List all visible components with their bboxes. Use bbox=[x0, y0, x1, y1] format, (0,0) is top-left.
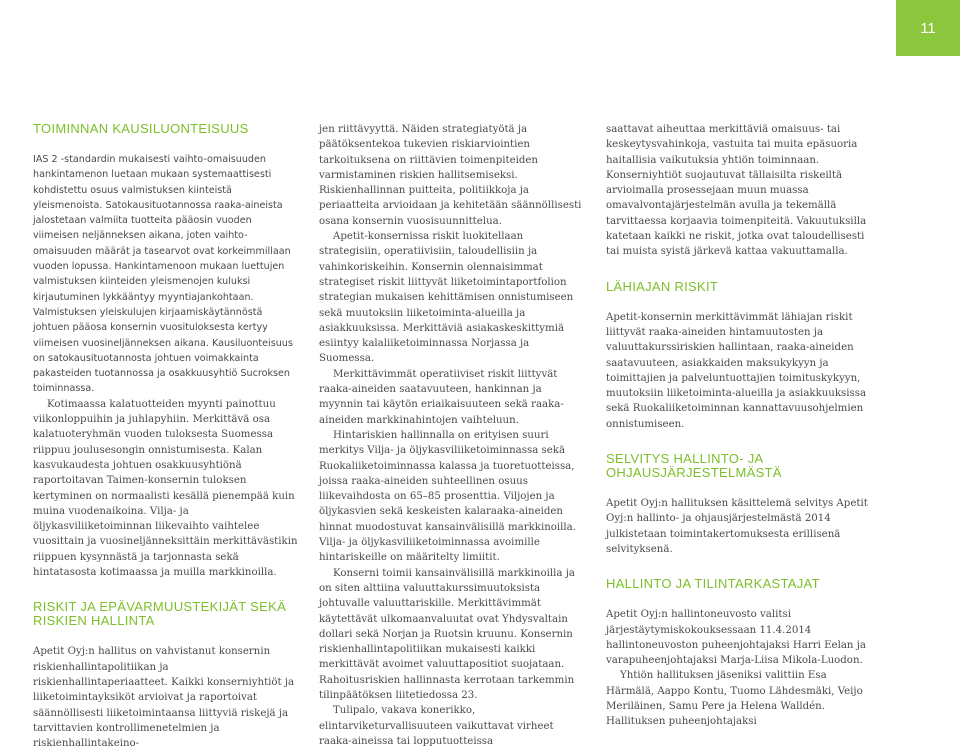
page-number-badge: 11 bbox=[896, 0, 960, 56]
paragraph: Merkittävimmät operatiiviset riskit liittyvät raaka-aineiden saatavuuteen, hankinnan ja myynnin tai käytön eriaikaisuuteen sekä raaka-aineiden markkinahintojen vaihteluun. bbox=[319, 368, 564, 426]
paragraph: saattavat aiheuttaa merkittäviä omaisuus- tai keskeytysvahinkoja, vastuita tai muita epäsuoria haitallisia vaikutuksia yhtiön toiminnaan. Konserniyhtiöt suojautuvat tällaisilta riskeiltä arvioimalla prosessejaan muun muassa omavalvontajärjestelmän avulla ja tekemällä tarvittaessa korjaavia toimenpiteitä. Vakuutuksilla katetaan kaikki ne riskit, jotka ovat taloudellisesti tai muista syistä järkevä kattaa vakuuttamalla. bbox=[606, 124, 867, 258]
paragraph: Tulipalo, vakava konerikko, elintarviketurvallisuuteen vaikuttavat virheet raaka-aineissa tai lopputuotteissa bbox=[319, 705, 554, 747]
heading-seasonality: TOIMINNAN KAUSILUONTEISUUS bbox=[33, 121, 249, 136]
paragraph: Yhtiön hallituksen jäseniksi valittiin Esa Härmälä, Aappo Kontu, Tuomo Lähdesmäki, Veijo Meriläinen, Samu Pere ja Helena Walldén. Hallituksen puheenjohtajaksi bbox=[606, 670, 863, 728]
paragraph: Apetit Oyj:n hallituksen käsittelemä selvitys Apetit Oyj:n hallinto- ja ohjausjärjestelmästä 2014 julkistetaan toimintakertomuksesta erillisenä selvityksenä. bbox=[606, 498, 868, 555]
paragraph: Apetit Oyj:n hallintoneuvosto valitsi järjestäytymiskokouksessaan 11.4.2014 hallintoneuvoston puheenjohtajaksi Harri Eelan ja varapuheenjohtajaksi Marja-Liisa Mikola-Luodon. bbox=[606, 609, 866, 667]
heading-near-term-risks: LÄHIAJAN RISKIT bbox=[606, 278, 719, 294]
heading-administration-auditors: HALLINTO JA TILINTARKASTAJAT bbox=[606, 576, 820, 592]
heading-risks: RISKIT JA EPÄVARMUUSTEKIJÄT SEKÄ RISKIEN HALLINTA bbox=[33, 599, 287, 629]
paragraph: IAS 2 -standardin mukaisesti vaihto-omaisuuden hankintamenon luetaan mukaan systemaattisesti kohdistettu osuus valmistuksen kiinteistä yleismenoista. Satokausituotannossa raaka-aineista jalostetaan valmiita tuotteita pääosin vuoden viimeisen neljänneksen aikana, joten vaihto-omaisuuden määrät ja tasearvot ovat korkeimmillaan vuoden lopussa. Hankintamenoon mukaan luettujen valmistuksen kiinteiden yleismenojen kuluksi kirjautuminen lykkääntyy myyntiajankohtaan. Valmistuksen yleiskulujen kirjaamiskäytännöstä johtuen pääosa konsernin vuosituloksesta kertyy viimeisen vuosineljänneksen aikana. Kausiluonteisuus on satokausituotannosta johtuen voimakkainta pakasteiden tuotannossa ja osakkuusyhtiö Sucroksen toiminnassa. bbox=[33, 154, 293, 395]
paragraph: Hintariskien hallinnalla on erityisen suuri merkitys Vilja- ja öljykasviliiketoiminnassa sekä Ruokaliiketoiminnassa kalassa ja tuoretuotteissa, joissa raaka-aineiden suhteellinen osuus liikevaihdosta on 65–85 prosenttia. Viljojen ja öljykasvien sekä keskeisten kalaraaka-aineiden hinnat muodostuvat kansainvälisillä markkinoilla. Vilja- ja öljykasviliiketoiminnassa avoimille hintariskeille on määritelty limiitit. bbox=[319, 429, 576, 564]
paragraph: Apetit-konsernissa riskit luokitellaan strategisiin, operatiivisiin, taloudellisiin ja vahinkoriskeihin. Konsernin olennaisimmat strategiset riskit liittyvät liiketoimintaportfolion strategian mukaisen kehittämisen onnistumiseen sekä muutoksiin liiketoiminta-alueilla ja asiakkuuksissa. Merkittäviä asiakaskeskittymiä esiintyy kalaliiketoiminnassa Norjassa ja Suomessa. bbox=[319, 231, 574, 365]
paragraph: Kotimaassa kalatuotteiden myynti painottuu viikonloppuihin ja juhlapyhiin. Merkittävä osa kalatuoteryhmän vuoden tuloksesta Suomessa riippuu joulusesongin onnistumisesta. Kalan kasvukaudesta johtuen osakkuusyhtiönä raportoitavan Taimen-konsernin tuloksen kertyminen on normaalisti kesällä pienempää kuin muina vuodenaikoina. Vilja- ja öljykasviliiketoiminnan liikevaihto vaihtelee vuosittain ja vuosineljänneksittäin merkittävästikin riippuen kysynnästä ja tarjonnasta sekä hintatasosta kotimaassa ja muilla markkinoilla. bbox=[33, 398, 298, 579]
column-2 bbox=[319, 122, 587, 747]
column-1 bbox=[33, 121, 299, 750]
paragraph: jen riittävyyttä. Näiden strategiatyötä ja päätöksentekoa tukevien riskiarviointien tarkoituksena on riittävien toimenpiteiden varmistaminen riskien hallitsemiseksi. Riskienhallinnan puitteita, politiikkoja ja periaatteita arvioidaan ja kehitetään säännöllisesti osana konsernin vuosisuunnittelua. bbox=[319, 124, 582, 227]
heading-governance-statement: SELVITYS HALLINTO- JA OHJAUSJÄRJESTELMÄSTÄ bbox=[606, 451, 782, 481]
paragraph: Apetit-konsernin merkittävimmät lähiajan riskit liittyvät raaka-aineiden hintamuutosten ja valuuttakurssiriskien hallintaan, raaka-aineiden saatavuuteen, asiakkaiden maksukykyyn ja toimittajien ja palveluntuottajien toimituskykyyn, muutoksiin liiketoiminta-alueilla ja asiakkuuksissa sekä Ruokaliiketoiminnan kannattavuusohjelmien onnistumiseen. bbox=[606, 311, 867, 430]
column-3 bbox=[606, 122, 876, 728]
paragraph: Apetit Oyj:n hallitus on vahvistanut konsernin riskienhallintapolitiikan ja riskienhallintaperiaatteet. Kaikki konserniyhtiöt ja liiketoimintayksiköt arvioivat ja raportoivat säännöllisesti liiketoimintaansa liittyviä riskejä ja tarvittavien kontrollimenetelmien ja riskienhallintakeino- bbox=[33, 646, 295, 750]
paragraph: Konserni toimii kansainvälisillä markkinoilla ja on siten alttiina valuuttakurssimuutoksista johtuvalle valuuttariskille. Merkittävimmät käytettävät ulkomaanvaluutat ovat Yhdysvaltain dollari sekä Norjan ja Ruotsin kruunu. Konsernin riskienhallintapolitiikan mukaisesti kaikki merkittävät avoimet valuuttapositiot suojataan. Rahoitusriskien hallinnasta kerrotaan tarkemmin tilinpäätöksen liitetiedossa 23. bbox=[319, 567, 575, 701]
